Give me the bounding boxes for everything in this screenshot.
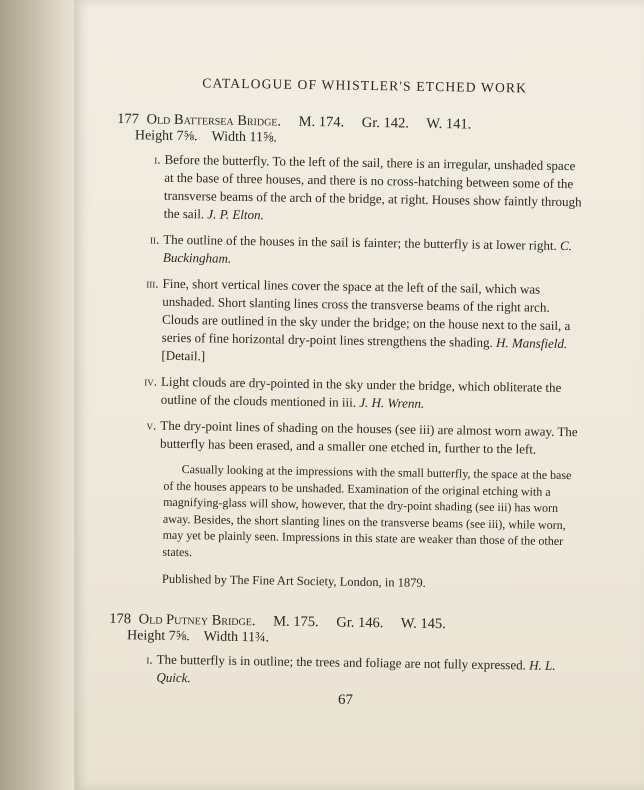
state-v — [112, 416, 583, 459]
state-text: Fine, short vertical lines cover the space at the left of the sail, which was unshaded. Short slanting lines cross the transverse beams of the right arch. Clouds are outlined in the sky under the bridge; on the house next to the sail, a series of fine horizontal dry-point lines strengthens the shading. — [161, 275, 571, 350]
detail-note: [Detail.] — [161, 347, 206, 364]
ref-w: W. 145. — [400, 615, 446, 633]
height: Height 7⅝. — [134, 128, 198, 145]
entry-title: Old Battersea Bridge. — [146, 111, 282, 130]
state-numeral: iv. — [144, 373, 158, 389]
collector: H. L. Quick. — [156, 657, 556, 686]
state-numeral: iii. — [146, 275, 159, 291]
state-i — [116, 150, 587, 229]
state-numeral: i. — [154, 151, 161, 167]
state-iii — [113, 274, 584, 371]
collector: J. P. Elton. — [207, 206, 264, 223]
state-text: The outline of the houses in the sail is fainter; the butterfly is at lower right. — [163, 231, 557, 253]
state-i — [108, 650, 579, 693]
state-numeral: ii. — [149, 231, 160, 247]
page-number: 67 — [338, 692, 353, 708]
ref-w: W. 141. — [426, 115, 472, 133]
ref-gr: Gr. 142. — [361, 114, 410, 132]
state-text: The dry-point lines of shading on the houses (see iii) are almost worn away. The butterfly has been erased, and a smaller one etched in, further to the left. — [159, 417, 578, 457]
state-text: Light clouds are dry-pointed in the sky under the bridge, which obliterate the outline of the clouds mentioned in iii. — [160, 373, 562, 410]
width: Width 11⅝. — [211, 129, 278, 146]
collector: C. Buckingham. — [162, 237, 573, 266]
collector: H. Mansfield. — [495, 334, 568, 352]
collector: J. H. Wrenn. — [359, 394, 425, 411]
entry-177-note: Casually looking at the impressions with the small butterfly, the space at the base of the houses appears to be unshaded. Examination of the original etching with a magnifying-glass will show, however, that the dry-point shading (see iii) has worn away. Besides, the short slanting lines on the transverse beams (see iii), while worn, may yet be plainly seen. Impressions in this state are weaker than those of the other states. — [162, 462, 572, 559]
height: Height 7⅝. — [126, 628, 190, 645]
state-text: Before the butterfly. To the left of the sail, there is an irregular, unshaded space at the base of three houses, and there is no cross-hatching between some of the transverse beams of the arch of the bridge, at right. Houses show faintly through the sail. — [163, 151, 582, 222]
entry-number: 177 — [117, 110, 140, 128]
ref-m: M. 175. — [273, 613, 319, 631]
entry-title: Old Putney Bridge. — [138, 611, 256, 630]
state-numeral: v. — [146, 417, 157, 433]
published-line: Published by The Fine Art Society, London, in 1879. — [161, 571, 426, 590]
ref-gr: Gr. 146. — [336, 614, 384, 632]
running-head: CATALOGUE OF WHISTLER'S ETCHED WORK — [202, 75, 528, 96]
state-ii — [115, 230, 586, 273]
entry-number: 178 — [109, 610, 132, 628]
book-page — [74, 0, 644, 790]
page-content — [108, 66, 588, 701]
book-gutter — [0, 0, 78, 790]
state-iv — [113, 372, 584, 415]
state-numeral: i. — [146, 651, 153, 667]
ref-m: M. 174. — [298, 113, 345, 131]
width: Width 11¾. — [203, 629, 270, 646]
state-text: The butterfly is in outline; the trees and foliage are not fully expressed. — [156, 651, 527, 673]
